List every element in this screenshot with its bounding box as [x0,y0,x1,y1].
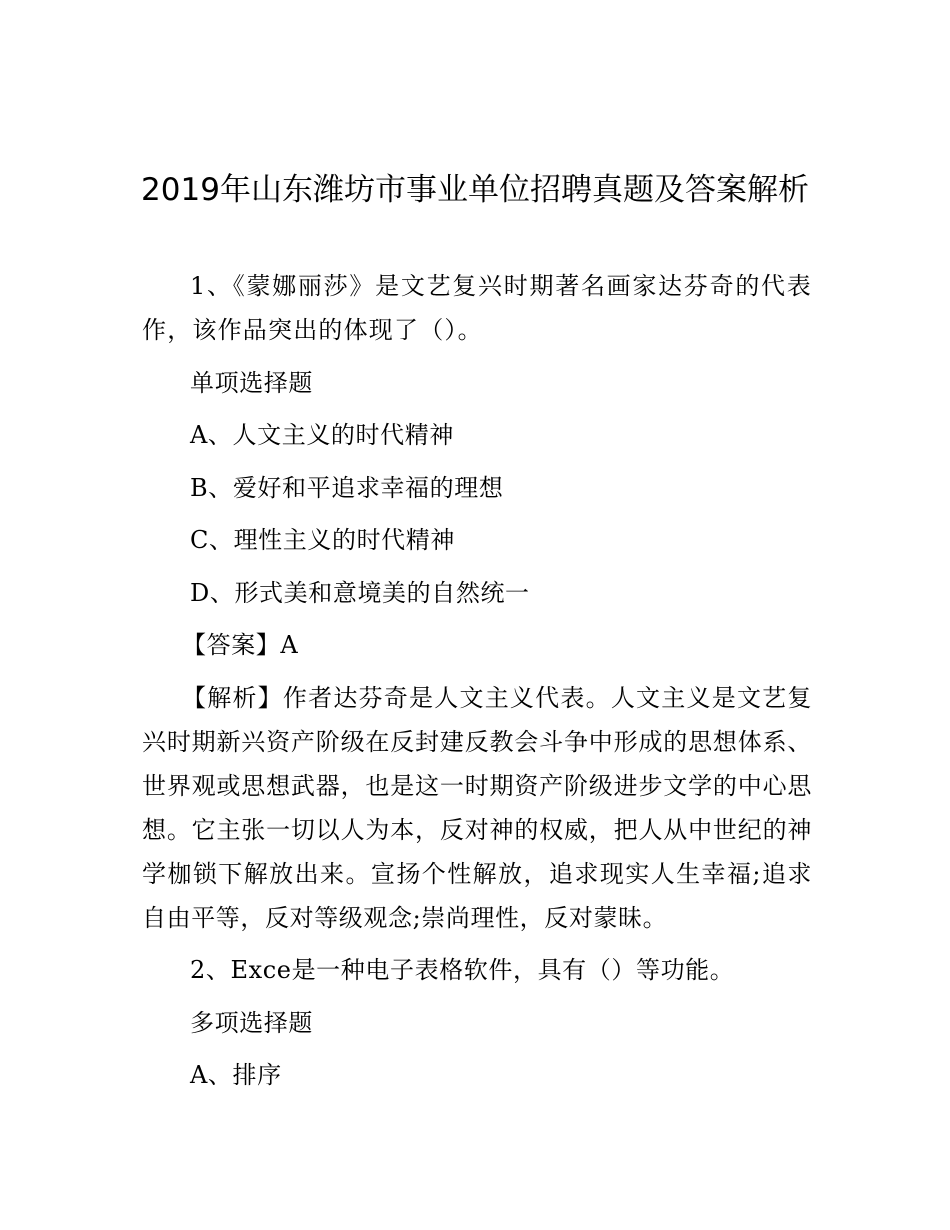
question-1-option-d: D、形式美和意境美的自然统一 [190,578,530,607]
question-1-analysis: 【解析】作者达芬奇是人文主义代表。人文主义是文艺复兴时期新兴资产阶级在反封建反教会斗争中形成的思想体系、世界观或思想武器，也是这一时期资产阶级进步文学的中心思想。它主张一切以人为本，反对神的权威，把人从中世纪的神学枷锁下解放出来。宣扬个性解放，追求现实人生幸福;追求自由平等，反对等级观念;崇尚理性，反对蒙昧。 [142,683,812,932]
question-1-type: 单项选择题 [190,368,313,397]
question-1-option-a: A、人文主义的时代精神 [190,421,454,449]
question-2-option-a: A、排序 [190,1061,282,1089]
question-1-answer: 【答案】A [182,631,299,659]
question-1-stem: 1、《蒙娜丽莎》是文艺复兴时期著名画家达芬奇的代表作，该作品突出的体现了（）。 [142,272,812,344]
question-1-option-b: B、爱好和平追求幸福的理想 [190,473,504,502]
question-2-stem: 2、Exce是一种电子表格软件，具有（）等功能。 [190,956,735,984]
document-title: 2019年山东潍坊市事业单位招聘真题及答案解析 [141,172,809,208]
question-2-type: 多项选择题 [190,1008,313,1037]
question-1-option-c: C、理性主义的时代精神 [190,526,455,554]
document-body [142,264,812,1106]
